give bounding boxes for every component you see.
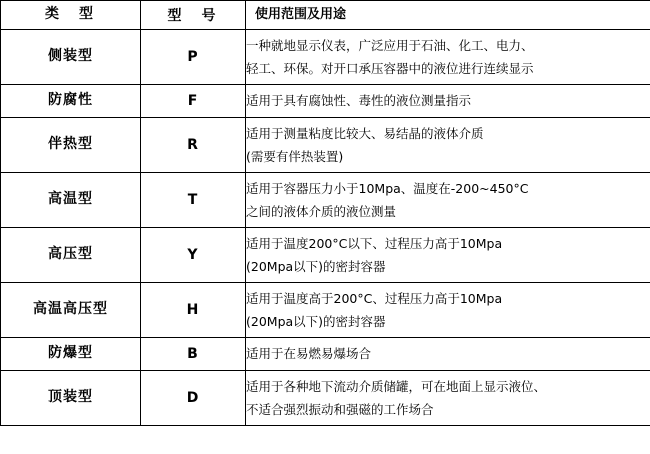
cell-type: 高温型 <box>1 173 141 228</box>
table-row <box>1 173 650 228</box>
cell-usage <box>246 283 650 338</box>
usage-line: 轻工、环保。对开口承压容器中的液位进行连续显示 <box>246 61 534 76</box>
usage-line: (20Mpa以下)的密封容器 <box>246 314 386 329</box>
header-cell-model: 型 号 <box>141 1 246 30</box>
usage-line: 之间的液体介质的液位测量 <box>246 204 397 219</box>
cell-usage <box>246 85 650 118</box>
header-cell-type: 类 型 <box>1 1 141 30</box>
table-row <box>1 228 650 283</box>
cell-model: R <box>141 118 246 173</box>
cell-usage <box>246 338 650 371</box>
usage-line: 适用于在易燃易爆场合 <box>246 346 372 362</box>
cell-usage <box>246 173 650 228</box>
cell-usage <box>246 228 650 283</box>
cell-model: H <box>141 283 246 338</box>
cell-model: D <box>141 371 246 426</box>
cell-type: 高温高压型 <box>1 283 141 338</box>
cell-usage <box>246 118 650 173</box>
usage-line: 适用于容器压力小于10Mpa、温度在-200~450°C <box>246 180 529 196</box>
cell-model: T <box>141 173 246 228</box>
table-row <box>1 118 650 173</box>
cell-model: Y <box>141 228 246 283</box>
table-row <box>1 371 650 426</box>
table-header-row <box>1 1 650 30</box>
cell-type: 伴热型 <box>1 118 141 173</box>
usage-line: (20Mpa以下)的密封容器 <box>246 259 386 274</box>
usage-line: (需要有伴热装置) <box>246 149 344 164</box>
usage-line: 不适合强烈振动和强磁的工作场合 <box>246 402 434 417</box>
usage-line: 适用于测量粘度比较大、易结晶的液体介质 <box>246 125 484 141</box>
table-row <box>1 85 650 118</box>
usage-line: 一种就地显示仪表，广泛应用于石油、化工、电力、 <box>246 37 534 53</box>
table-row <box>1 30 650 85</box>
table-row <box>1 283 650 338</box>
usage-line: 适用于温度200°C以下、过程压力高于10Mpa <box>246 235 503 251</box>
cell-type: 侧装型 <box>1 30 141 85</box>
usage-line: 适用于温度高于200°C、过程压力高于10Mpa <box>246 290 503 306</box>
cell-type: 高压型 <box>1 228 141 283</box>
usage-line: 适用于具有腐蚀性、毒性的液位测量指示 <box>246 93 472 109</box>
cell-model: B <box>141 338 246 371</box>
cell-usage <box>246 371 650 426</box>
cell-type: 防腐性 <box>1 85 141 118</box>
cell-usage <box>246 30 650 85</box>
table-row <box>1 338 650 371</box>
cell-model: F <box>141 85 246 118</box>
cell-type: 顶装型 <box>1 371 141 426</box>
header-cell-usage: 使用范围及用途 <box>246 1 650 30</box>
usage-line: 适用于各种地下流动介质储罐，可在地面上显示液位、 <box>246 378 547 394</box>
cell-model: P <box>141 30 246 85</box>
cell-type: 防爆型 <box>1 338 141 371</box>
